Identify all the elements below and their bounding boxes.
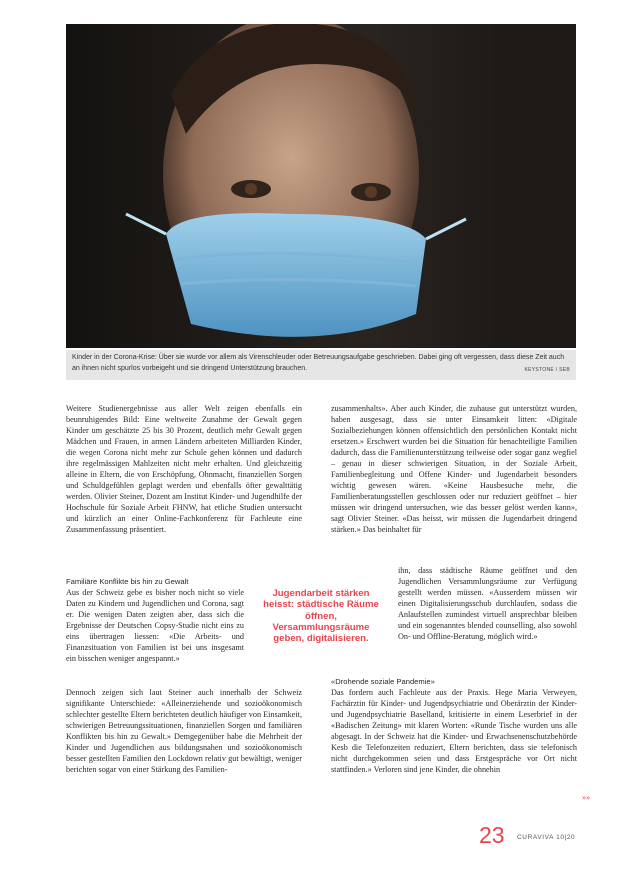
paragraph-unterschiede: Dennoch zeigen sich laut Steiner auch innerhalb der Schweiz signifikante Unterschiede: «Alleinerziehende und sozioökonomisch schlechter gestellte Eltern berichteten deutlich häufiger von Einsamkeit, schwierigen Betreuungssituationen, finanziellen Sorgen und familiären Konflikten bis hin zu Gewalt.» Demgegenüber habe die Mehrheit der Kinder und Jugendlichen aus bildungsnahen und sozioökonomisch besser gestellten Familien den Lockdown relativ gut bewältigt, weniger berichten sogar von einer Stärkung des Familien-: [66, 688, 302, 774]
boy-with-mask-image: [66, 24, 576, 348]
paragraph-praxis: Das fordern auch Fachleute aus der Praxis. Hege Maria Verweyen, Fachärztin für Kinder- und Jugendpsychiatrie und Oberärztin der Kinder- und Jugendpsychiatrie Baselland, kritisierte in einem Leserbrief in der «Badischen Zeitung» mit klaren Worten: «Runde Tische wurden uns alle abgesagt. In der Schweiz hat die Kinder- und Erwachsenenschutzbehörde Kesb die Telefonzeiten reduziert, Eltern berichten, dass sie telefonisch nicht durchgekommen seien und dass Erstgespräche vor Ort nicht stattfinden.» Verloren sind jene Kinder, die ohnehin: [331, 688, 577, 774]
subheading-konflikte: Familiäre Konflikte bis hin zu Gewalt: [66, 577, 189, 586]
photo-caption: [66, 350, 576, 380]
hero-photo: [66, 24, 576, 348]
left-column-bottom: [66, 687, 302, 775]
paragraph-intro: Weitere Studienergebnisse aus aller Welt zeigen ebenfalls ein beunruhigendes Bild: Eine weltweite Zunahme der Gewalt gegen Kinder um geschätzte 25 bis 30 Prozent, deutlich mehr Gewalt gegen Mädchen und Frauen, in armen Ländern arbeiteten Milliarden Kinder, die wegen Corona nicht mehr zur Schule gehen können und dadurch ihre regelmässigen Mahlzeiten nicht mehr erhalten. Und gleichzeitig alleine in Eltern, die von Erschöpfung, Ohnmacht, finanziellen Sorgen und Schuldgefühlen geplagt werden und ebenfalls öfter gewalttätig werden. Olivier Steiner, Dozent am Institut Kinder- und Jugendhilfe der Hochschule für Soziale Arbeit FHNW, hat etliche Studien untersucht und kürzlich an einer Online-Fachkonferenz für Fachleute eine Zusammenfassung präsentiert.: [66, 404, 302, 534]
caption-text: Kinder in der Corona-Krise: Über sie wurde vor allem als Virenschleuder oder Betreuungsaufgabe geschrieben. Dabei ging oft vergessen, dass diese Zeit auch an ihnen nicht spurlos vorbeigeht und sie dringend Unterstützung brauchen.: [72, 354, 565, 372]
magazine-name: CURAVIVA 10|20: [517, 834, 576, 841]
page-number: 23: [479, 822, 505, 848]
left-column-mid: [66, 576, 244, 664]
pull-quote: Jugendarbeit stärken heisst: städtische Räume öffnen, Versammlungsräume geben, digitalisieren.: [263, 588, 379, 645]
paragraph-schweiz: Aus der Schweiz gebe es bisher noch nicht so viele Daten zu Kindern und Jugendlichen und Corona, sagt er. Die wenigen Daten zeigten aber, dass sich die Ergebnisse der Deutschen Copsy-Studie nicht eins zu eins übertragen liessen: «Die Arbeits- und Finanzsituation von Familien ist bei uns insgesamt ein bisschen weniger angespannt.»: [66, 588, 244, 663]
right-column-mid: [398, 565, 577, 642]
photo-credit: KEYSTONE / SEB: [524, 367, 570, 373]
subheading-pandemie: «Drohende soziale Pandemie»: [331, 677, 435, 686]
paragraph-raeume: ihn, dass städtische Räume geöffnet und den Jugendlichen Versammlungsräume zur Verfügung gestellt werden müssen. «Ausserdem müssen wir einen Digitalisierungsschub durchlaufen, sodass die Anlaufstellen zumindest virtuell ansprechbar bleiben und ein sogenanntes blended counselling, also sowohl On- und Offline-Beratung, möglich wird.»: [398, 566, 577, 641]
continue-arrow-icon: »»: [582, 793, 590, 802]
right-column-bottom: [331, 676, 577, 775]
left-column: [66, 403, 302, 535]
paragraph-zusammenhalt: zusammenhalts». Aber auch Kinder, die zuhause gut unterstützt wurden, haben ausgesagt, dass sie unter Einsamkeit litten: «Digitale Sozialbeziehungen können offensichtlich den persönlichen Kontakt nicht ersetzen.» Erschwert wurden bei die Situation für benachteiligte Familien dadurch, dass die Familienunterstützung teilweise oder sogar ganz wegfiel – genau in dieser schwierigen Situation, in der Soziale Arbeit, Familienbegleitung und Offene Kinder- und Jugendarbeit besonders wichtig gewesen wären. «Keine Hausbesuche mehr, die Familienberatungsstellen geschlossen oder nur reduziert geöffnet – hier müssen wir dringend untersuchen, wie das besser gelöst werden kann», sagt Olivier Steiner. «Das heisst, wir müssen die Jugendarbeit dringend stärken.» Das beinhaltet für: [331, 404, 577, 534]
right-column: [331, 403, 577, 535]
